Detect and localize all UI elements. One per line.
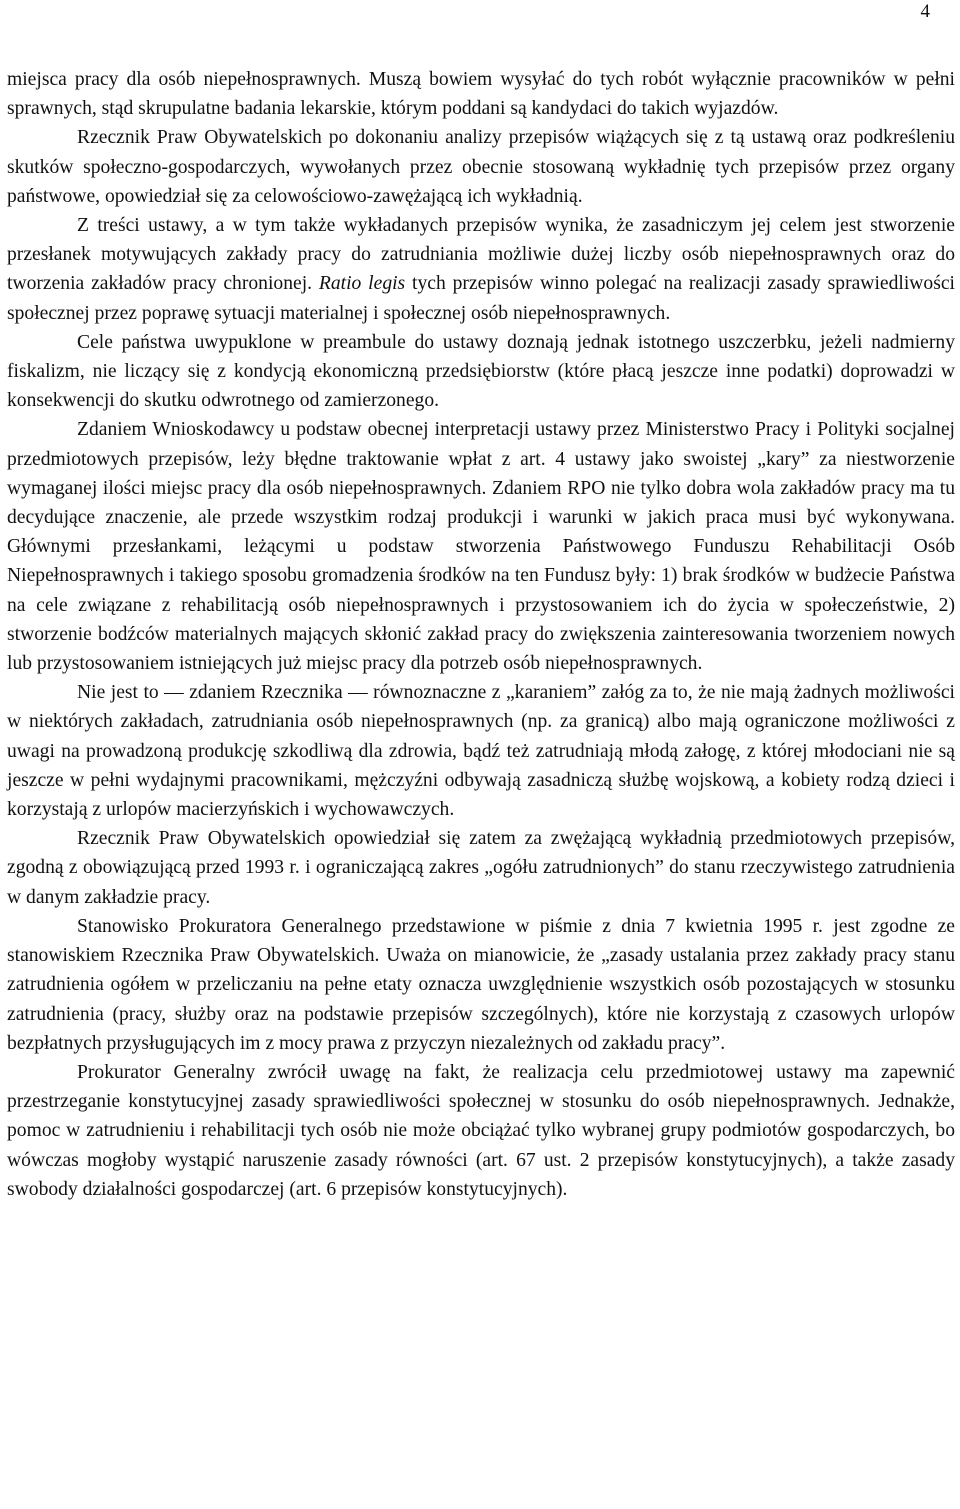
paragraph-state-goals: Cele państwa uwypuklone w preambule do ustawy doznają jednak istotnego uszczerbku, jeżeli nadmierny fiskalizm, nie liczący się z kondycją ekonomiczną przedsiębiorstw (które płacą jeszcze inne podatki) doprowadzi w konsekwencji do skutku odwrotnego od zamierzonego. [7, 331, 955, 412]
paragraph-narrowing-interpretation: Rzecznik Praw Obywatelskich opowiedział się zatem za zwężającą wykładnią przedmiotowych przepisów, zgodną z obowiązującą przed 1993 r. i ograniczającą zakres „ogółu zatrudnionych” do stanu rzeczywistego zatrudnienia w danym zakładzie pracy. [7, 828, 955, 908]
paragraph-rpo-analysis: Rzecznik Praw Obywatelskich po dokonaniu analizy przepisów wiążących się z tą ustawą oraz podkreśleniu skutków społeczno-gospodarczych, wywołanych przez obecnie stosowaną wykładnię tych przepisów przez organy państwowe, opowiedział się za celowościowo-zawężającą ich wykładnią. [7, 127, 955, 207]
paragraph-ratio-legis [7, 211, 955, 328]
paragraph-prosecutor-remarks: Prokurator Generalny zwrócił uwagę na fakt, że realizacja celu przedmiotowej ustawy ma zapewnić przestrzeganie konstytucyjnej zasady sprawiedliwości społecznej w stosunku do osób niepełnosprawnych. Jednakże, pomoc w zatrudnieniu i rehabilitacji tych osób nie może obciążać tylko wybranej grupy podmiotów gospodarczych, bo wówczas mogłoby wystąpić naruszenie zasady równości (art. 67 ust. 2 przepisów konstytucyjnych), a także zasady swobody działalności gospodarczej (art. 6 przepisów konstytucyjnych). [7, 1061, 955, 1200]
ratio-legis-after: tych przepisów winno polegać na realizacji zasady sprawiedliwości społecznej przez poprawę sytuacji materialnej i społecznej osób niepełnosprawnych. [7, 273, 955, 324]
ratio-legis-italic: Ratio legis [318, 273, 406, 295]
ratio-legis-before: Z treści ustawy, a w tym także wykładanych przepisów wynika, że zasadniczym jej celem jest stworzenie przesłanek motywujących zakłady pracy do zatrudniania możliwie dużej liczby osób niepełnosprawnych oraz do tworzenia zakładów pracy chronionej. [7, 215, 955, 295]
page-number: 4 [920, 1, 930, 22]
document-body [7, 65, 955, 1204]
paragraph-applicant-opinion: Zdaniem Wnioskodawcy u podstaw obecnej interpretacji ustawy przez Ministerstwo Pracy i Polityki socjalnej przedmiotowych przepisów, leży błędne traktowanie wpłat z art. 4 ustawy jako swoistej „kary” za niestworzenie wymaganej ilości miejsc pracy dla osób niepełnosprawnych. Zdaniem RPO nie tylko dobra wola zakładów pracy ma tu decydujące znaczenie, ale przede wszystkim rodzaj produkcji i warunki w jakich praca musi być wykonywana. Głównymi przesłankami, leżącymi u podstaw stworzenia Państwowego Funduszu Rehabilitacji Osób Niepełnosprawnych i takiego sposobu gromadzenia środków na ten Fundusz były: 1) brak środków w budżecie Państwa na cele związane z rehabilitacją osób niepełnosprawnych i przystosowaniem ich do życia w społeczeństwie, 2) stworzenie bodźców materialnych mających skłonić zakład pracy do zwiększenia zainteresowania tworzeniem nowych lub przystosowaniem istniejących już miejsc pracy dla potrzeb osób niepełnosprawnych. [7, 419, 955, 675]
paragraph-prosecutor-position: Stanowisko Prokuratora Generalnego przedstawione w piśmie z dnia 7 kwietnia 1995 r. jest zgodne ze stanowiskiem Rzecznika Praw Obywatelskich. Uważa on mianowicie, że „zasady ustalania przez zakłady pracy stanu zatrudnienia ogółem w przeliczaniu na pełne etaty oznacza uwzględnienie wszystkich osób pozostających w stosunku zatrudnienia (pracy, służby oraz na podstawie przepisów szczególnych), które nie korzystają z czasowych urlopów bezpłatnych przysługujących im z mocy prawa z przyczyn niezależnych od zakładu pracy”. [7, 915, 955, 1054]
paragraph-continuation: miejsca pracy dla osób niepełnosprawnych. Muszą bowiem wysyłać do tych robót wyłącznie pracowników w pełni sprawnych, stąd skrupulatne badania lekarskie, którym poddani są kandydaci do takich wyjazdów. [7, 69, 955, 120]
paragraph-not-punishment: Nie jest to — zdaniem Rzecznika — równoznaczne z „karaniem” załóg za to, że nie mają żadnych możliwości w niektórych zakładach, zatrudniania osób niepełnosprawnych (np. za granicą) albo mają ograniczone możliwości z uwagi na prowadzoną produkcję szkodliwą dla zdrowia, bądź też zatrudniają młodą załogę, z której młodociani nie są jeszcze w pełni wydajnymi pracownikami, mężczyźni odbywają zasadniczą służbę wojskową, a kobiety rodzą dzieci i korzystają z urlopów macierzyńskich i wychowawczych. [7, 682, 955, 821]
